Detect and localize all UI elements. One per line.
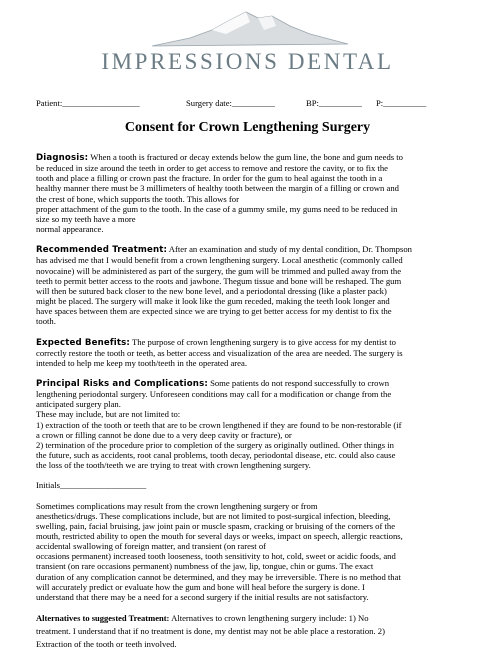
- bp-field[interactable]: BP:__________: [306, 98, 362, 108]
- diagnosis-heading: Diagnosis:: [36, 153, 89, 163]
- practice-logo: [0, 8, 495, 86]
- risks-section: Principal Risks and Complications: Some patients do not respond successfully to crown lengthening periodontal surgery. Unforeseen conditions may call for a modification or change from the anticipated surgery plan. These may include, but are not limited to: 1) extraction of the tooth or teeth that are to be crown lengthened if they are found to be non-restorable (if a crown or filling cannot be done due to a very deep cavity or fracture), or 2) termination of the procedure prior to completion of the surgery as originally outlined. Other things in the future, such as accidents, root canal problems, tooth decay, periodontal disease, etc. could also cause the loss of the tooth/teeth we are trying to treat with crown lengthening surgery.: [36, 377, 402, 471]
- pulse-field[interactable]: P:__________: [376, 98, 427, 108]
- risks-heading: Principal Risks and Complications:: [36, 378, 208, 389]
- expected-heading: Expected Benefits:: [36, 337, 130, 348]
- recommended-heading: Recommended Treatment:: [36, 245, 168, 256]
- alternatives-heading: Alternatives to suggested Treatment:: [36, 613, 170, 624]
- complications-section: Sometimes complications may result from the crown lengthening surgery or from anesthetics/drugs. These complications include, but are not limited to post-surgical infection, bleeding, swelling, pain, facial bruising, jaw joint pain or muscle spasm, cracking or bruising of the corners of the mouth, restricted ability to open the mouth for several days or weeks, impact on speech, allergic reactions, accidental swallowing of foreign matter, and transient (on rarest of occasions permanent) increased tooth looseness, tooth sensitivity to hot, cold, sweet or acidic foods, and transient (on rare occasions permanent) numbness of the jaw, lip, tongue, chin or gums. The exact duration of any complication cannot be determined, and they may be irreversible. There is no method that will accurately predict or evaluate how the gum and bone will heal before the surgery is done. I understand that there may be a need for a second surgery if the initial results are not satisfactory.: [36, 500, 403, 602]
- expected-benefits-section: Expected Benefits: The purpose of crown lengthening surgery is to give access for my dentist to correctly restore the tooth or teeth, as better access and visualization of the area are needed. The surgery is intended to help me keep my tooth/teeth in the operated area.: [36, 336, 403, 368]
- mountain-logo-icon: [150, 8, 350, 48]
- consent-body: [36, 152, 468, 661]
- initials-line[interactable]: Initials____________________: [36, 480, 147, 491]
- recommended-treatment-section: Recommended Treatment: After an examination and study of my dental condition, Dr. Thompson has advised me that I would benefit from a crown lengthening surgery. Local anesthetic (commonly called novocaine) will be administered as part of the surgery, the gum will be trimmed and pulled away from the teeth to permit better access to the roots and jawbone. Thegum tissue and bone will be reshaped. The gum will then be sutured back closer to the new bone level, and a periodontal dressing (like a plaster pack) might be placed. The surgery will make it look like the gum receded, making the teeth look longer and have spaces between them are expected since we are trying to get better access for my dentist to fix the tooth.: [36, 244, 412, 327]
- patient-field[interactable]: Patient:__________________: [36, 98, 140, 108]
- surgery-date-field[interactable]: Surgery date:__________: [186, 98, 275, 108]
- diagnosis-section: Diagnosis: When a tooth is fractured or decay extends below the gum line, the bone and gum needs to be reduced in size around the teeth in order to get access to remove and restore the cavity, or to fix the tooth and place a filling or crown past the fracture. In order for the gum to heal against the tooth in a healthy manner there must be 3 millimeters of healthy tooth between the margin of a filling or crown and the crest of bone, which supports the tooth. This allows for proper attachment of the gum to the tooth. In the case of a gummy smile, my gums need to be reduced in size so my teeth have a more normal appearance.: [36, 152, 403, 235]
- page-title: Consent for Crown Lengthening Surgery: [124, 120, 371, 135]
- practice-name: IMPRESSIONS DENTAL: [101, 49, 394, 74]
- alternatives-section: Alternatives to suggested Treatment: Alternatives to crown lengthening surgery include: 1) No treatment. I understand that if no treatment is done, my dentist may not be able place a restoration. 2) Extraction of the tooth or teeth involved.: [36, 613, 385, 650]
